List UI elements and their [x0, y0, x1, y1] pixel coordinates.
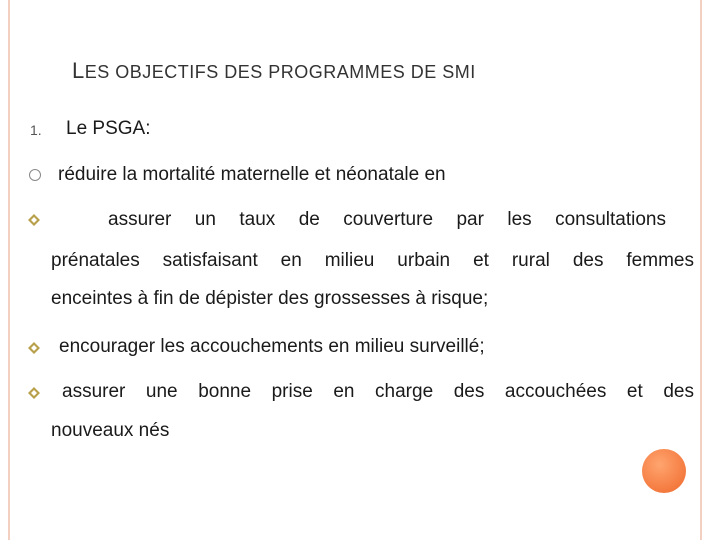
word: assurer — [108, 209, 172, 230]
word: des — [572, 250, 604, 271]
circle-bullet-icon — [29, 169, 41, 181]
word: milieu — [324, 250, 375, 271]
word: des — [663, 381, 694, 402]
bullet2-text: encourager les accouchements en milieu surveillé; — [59, 336, 485, 357]
bullet1-line2 — [51, 250, 694, 272]
bullet3-line1 — [62, 381, 694, 403]
word: couverture — [343, 209, 434, 230]
decorative-orb — [642, 449, 686, 493]
word: satisfaisant — [162, 250, 258, 271]
word: taux — [239, 209, 276, 230]
word: accouchées — [504, 381, 607, 402]
bullet3-line2: nouveaux nés — [51, 420, 170, 441]
section-heading: Le PSGA: — [66, 118, 151, 139]
item-number: 1. — [30, 122, 42, 138]
word: et — [626, 381, 643, 402]
word: et — [473, 250, 489, 271]
diamond-bullet-icon — [27, 213, 41, 227]
word: de — [298, 209, 320, 230]
intro-text: réduire la mortalité maternelle et néonatale en — [58, 164, 446, 185]
word: rural — [511, 250, 550, 271]
word: en — [333, 381, 355, 402]
word: prise — [271, 381, 313, 402]
word: prénatales — [51, 250, 140, 271]
word: en — [280, 250, 302, 271]
word: par — [456, 209, 484, 230]
slide-title: LES OBJECTIFS DES PROGRAMMES DE SMI — [72, 58, 476, 83]
diamond-bullet-icon — [27, 386, 41, 400]
word: les — [507, 209, 532, 230]
word: charge — [375, 381, 434, 402]
word: bonne — [198, 381, 252, 402]
word: des — [453, 381, 485, 402]
word: urbain — [397, 250, 451, 271]
word: assurer — [62, 381, 126, 402]
bullet1-line1 — [108, 209, 666, 231]
word: une — [145, 381, 178, 402]
word: femmes — [626, 250, 694, 271]
bullet1-line3: enceintes à fin de dépister des grossesses à risque; — [51, 288, 489, 309]
word: un — [194, 209, 216, 230]
diamond-bullet-icon — [27, 341, 41, 355]
word: consultations — [555, 209, 666, 230]
